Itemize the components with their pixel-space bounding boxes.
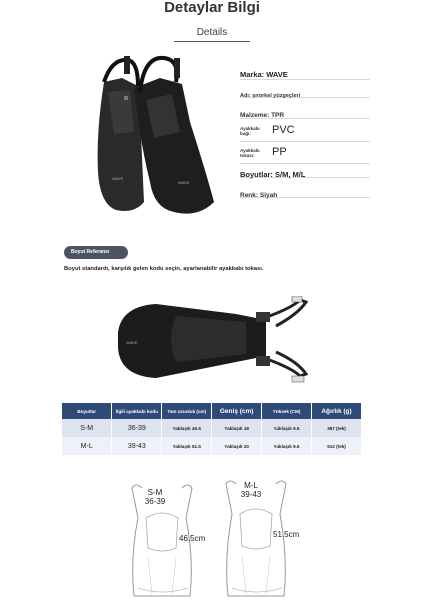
spec-sizes: Boyutlar: S/M, M/L xyxy=(240,164,370,178)
col-length: Tam uzunluk (cm) xyxy=(162,403,212,419)
table-row: M-L 39-43 Yaklaşık 51.5 Yaklaşık 20 Yaklaşık 9.5 512 (tek) xyxy=(62,437,362,455)
spec-shoe: Ayakkabı bağı: PVC xyxy=(240,122,370,142)
sketch-sm-size: S-M 36-39 xyxy=(144,488,166,506)
col-shoe-code: İlgili ayakkabı kodu xyxy=(112,403,162,419)
spec-brand: Marka: WAVE xyxy=(240,64,370,80)
sketch-ml-length: 51.5cm xyxy=(273,530,300,539)
table-header-row xyxy=(62,403,362,419)
col-sizes: Boyutlar xyxy=(62,403,112,419)
col-weight: Ağırlık (g) xyxy=(312,403,362,419)
spec-color: Renk: Siyah xyxy=(240,184,370,198)
spec-material: Malzeme: TPR xyxy=(240,104,370,119)
sketch-sm-length: 46.5cm xyxy=(179,534,206,543)
table-row: S-M 36-39 Yaklaşık 46.5 Yaklaşık 18 Yaklaşık 9.5 367 (tek) xyxy=(62,419,362,437)
spec-product: Adı: şnorkel yüzgeçleri xyxy=(240,84,370,98)
size-reference-badge: Boyut Referansı xyxy=(64,246,128,259)
subtitle-divider xyxy=(174,41,250,42)
col-height: Yüksek (CM) xyxy=(262,403,312,419)
page-title: Detaylar Bilgi xyxy=(164,0,260,16)
fin-logo-side: WAVE xyxy=(126,340,138,345)
size-reference-note: Boyut standardı, karşılık gelen kodu seçin, ayarlanabilir ayakkabı tokası. xyxy=(64,266,264,272)
sketch-ml-size: M-L 39-43 xyxy=(240,481,262,499)
fin-logo-back: WAVE xyxy=(112,176,124,181)
fin-logo-top: WAVE xyxy=(178,180,190,185)
col-width: Geniş (cm) xyxy=(212,403,262,419)
size-table xyxy=(62,403,362,455)
fins-pair-image xyxy=(94,52,216,216)
page-subtitle: Details xyxy=(196,27,228,38)
fin-side-image xyxy=(116,296,308,386)
spec-buckle: Ayakkabı tokası: PP xyxy=(240,144,370,164)
